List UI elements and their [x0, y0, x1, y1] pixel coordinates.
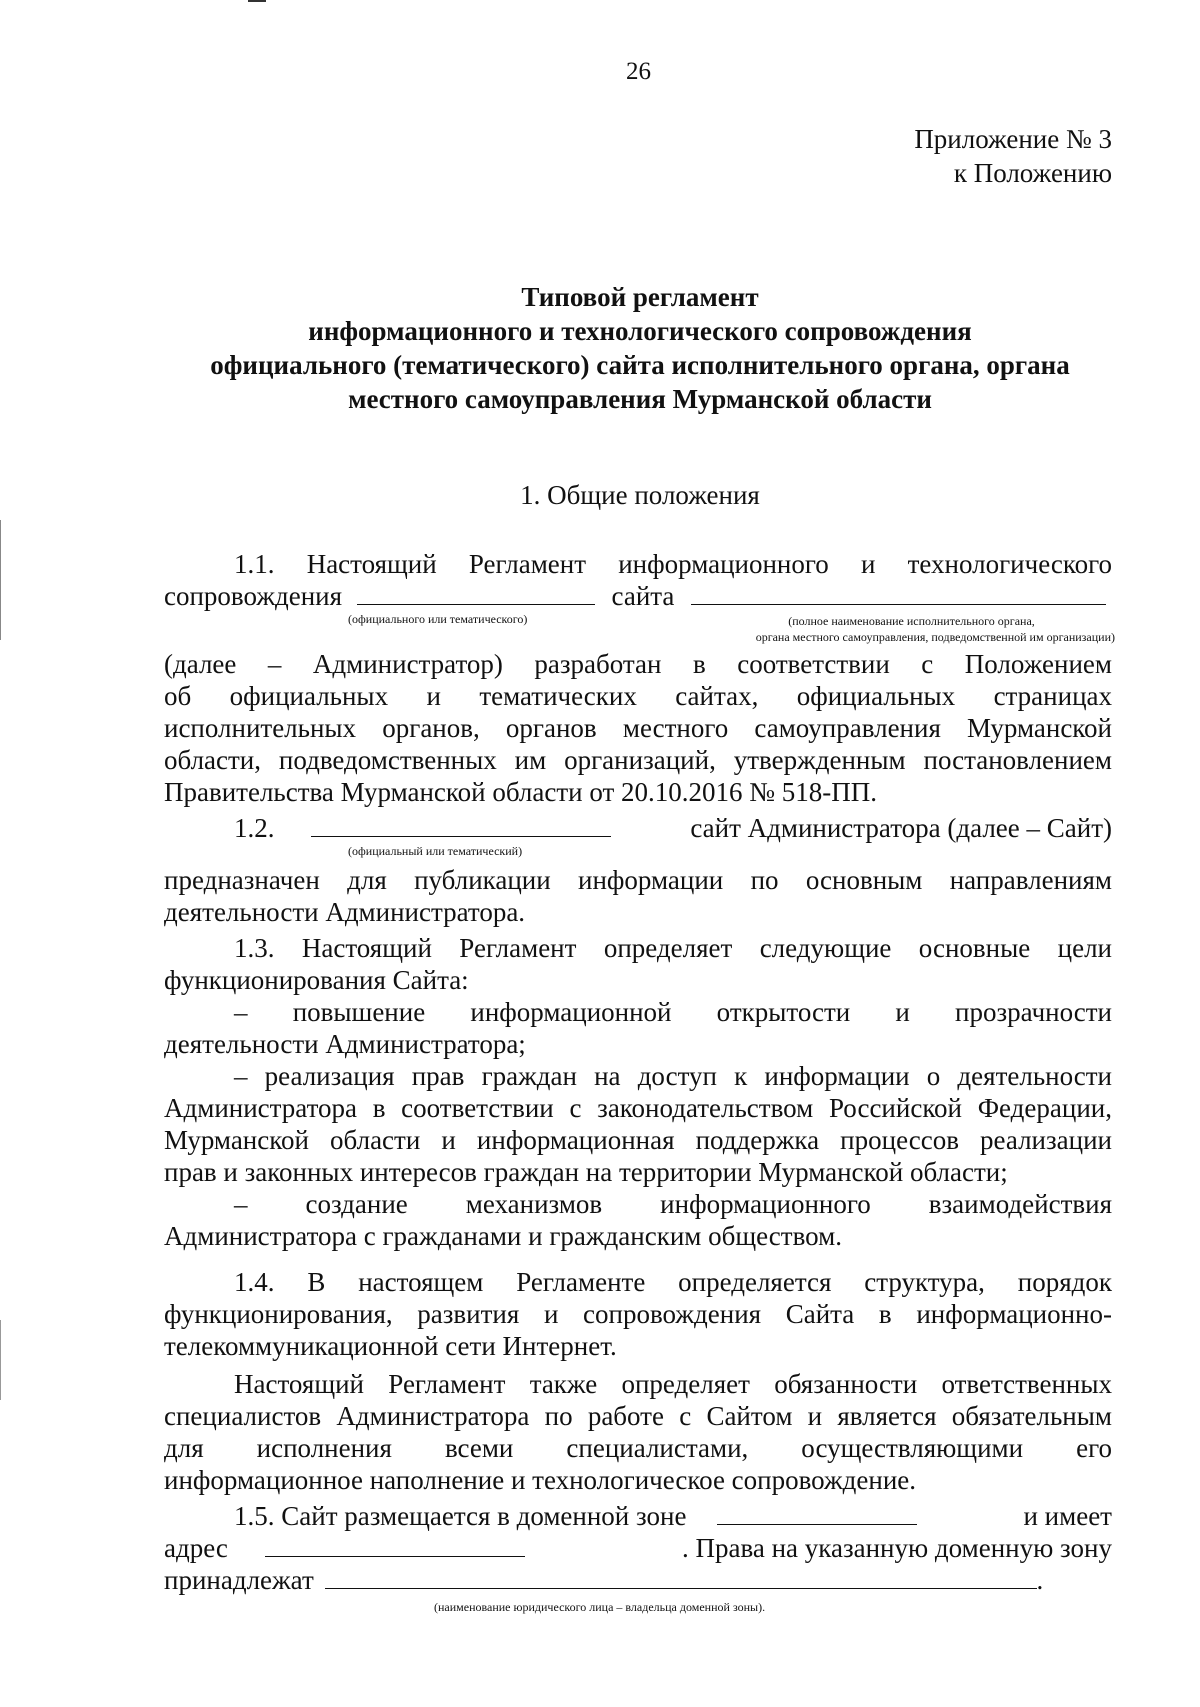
scan-mark — [0, 520, 1, 640]
text-line: информационное наполнение и технологическое сопровождение. — [164, 1465, 917, 1495]
text-line: телекоммуникационной сети Интернет. — [164, 1331, 617, 1361]
text-fragment: 1.5. Сайт размещается в доменной зоне — [234, 1501, 687, 1531]
section-heading: 1. Общие положения — [520, 480, 760, 510]
paragraph-1-4 — [164, 1266, 1112, 1362]
text-line — [164, 580, 1112, 612]
scan-mark — [248, 0, 266, 2]
paragraph-1-2 — [164, 812, 1112, 928]
title-line: местного самоуправления Мурманской области — [348, 384, 932, 414]
paragraph-1-1 — [164, 548, 1115, 808]
text-fragment: адрес — [164, 1533, 228, 1563]
appendix-line: Приложение № 3 — [914, 124, 1112, 154]
text-line — [164, 1532, 1112, 1564]
text-fragment: сайта — [611, 581, 675, 611]
text-fragment: 1.2. — [234, 813, 275, 843]
scan-mark — [0, 1320, 1, 1400]
text-line: 1.4. В настоящем Регламенте определяется структура, порядок — [234, 1267, 1112, 1297]
caption-row — [164, 1596, 1112, 1614]
blank-field — [717, 1523, 917, 1525]
text-line: – создание механизмов информационного взаимодействия — [234, 1189, 1112, 1219]
text-line: специалистов Администратора по работе с Сайтом и является обязательным — [164, 1401, 1112, 1431]
paragraph-1-5 — [164, 1500, 1112, 1614]
text-fragment: и имеет — [1023, 1501, 1112, 1531]
text-line: деятельности Администратора. — [164, 897, 526, 927]
title-line: информационного и технологического сопровождения — [308, 316, 972, 346]
field-caption: (наименование юридического лица – владельца доменной зоны). — [434, 1600, 766, 1614]
text-fragment: . Права на указанную доменную зону — [681, 1533, 1112, 1563]
title-line: Типовой регламент — [521, 282, 759, 312]
field-caption: (полное наименование исполнительного органа, — [788, 614, 1035, 628]
text-fragment: сайт Администратора (далее – Сайт) — [690, 813, 1112, 843]
text-line — [164, 1564, 1112, 1596]
blank-field — [265, 1555, 525, 1557]
paragraph-1-4-continued — [164, 1368, 1112, 1496]
text-line: Администратора с гражданами и гражданским обществом. — [164, 1221, 842, 1251]
text-line: (далее – Администратор) разработан в соответствии с Положением — [164, 649, 1112, 679]
text-line: – повышение информационной открытости и прозрачности — [234, 997, 1112, 1027]
text-fragment: сопровождения — [164, 581, 343, 611]
text-line — [164, 1500, 1112, 1532]
text-line: функционирования Сайта: — [164, 965, 469, 995]
appendix-line: к Положению — [953, 158, 1112, 188]
text-line: области, подведомственных им организаций, утвержденным постановлением — [164, 745, 1112, 775]
text-fragment: принадлежат — [164, 1565, 314, 1595]
text-line: 1.3. Настоящий Регламент определяет следующие основные цели — [234, 933, 1112, 963]
text-line: предназначен для публикации информации по основным направлениям — [164, 865, 1112, 895]
text-line: об официальных и тематических сайтах, официальных страницах — [164, 681, 1112, 711]
blank-field — [311, 835, 611, 837]
text-line: функционирования, развития и сопровождения Сайта в информационно- — [164, 1299, 1112, 1329]
text-line: деятельности Администратора; — [164, 1029, 526, 1059]
text-line: прав и законных интересов граждан на территории Мурманской области; — [164, 1157, 1008, 1187]
text-line: исполнительных органов, органов местного самоуправления Мурманской — [164, 713, 1112, 743]
caption-row — [164, 612, 1115, 648]
page-number: 26 — [626, 58, 651, 85]
field-caption: (официальный или тематический) — [348, 844, 523, 858]
text-line: Правительства Мурманской области от 20.10.2016 № 518-ПП. — [164, 777, 878, 807]
blank-field — [325, 1587, 1037, 1589]
text-fragment: . — [1036, 1565, 1044, 1595]
field-caption: (официального или тематического) — [348, 612, 528, 626]
text-line: Настоящий Регламент также определяет обязанности ответственных — [234, 1369, 1112, 1399]
text-line: Мурманской области и информационная поддержка процессов реализации — [164, 1125, 1112, 1155]
appendix-header — [914, 122, 1112, 190]
text-line: 1.1. Настоящий Регламент информационного и технологического — [234, 549, 1112, 579]
caption-row — [164, 844, 1112, 864]
title-line: официального (тематического) сайта исполнительного органа, органа — [210, 350, 1070, 380]
blank-field — [691, 603, 1106, 605]
paragraph-1-3 — [164, 932, 1112, 1252]
blank-field — [357, 603, 595, 605]
text-line: для исполнения всеми специалистами, осуществляющими его — [164, 1433, 1112, 1463]
text-line: Администратора в соответствии с законодательством Российской Федерации, — [164, 1093, 1112, 1123]
text-line: – реализация прав граждан на доступ к информации о деятельности — [234, 1061, 1112, 1091]
text-line — [164, 812, 1112, 844]
document-title — [150, 280, 1130, 416]
field-caption: органа местного самоуправления, подведомственной им организации) — [755, 630, 1115, 644]
